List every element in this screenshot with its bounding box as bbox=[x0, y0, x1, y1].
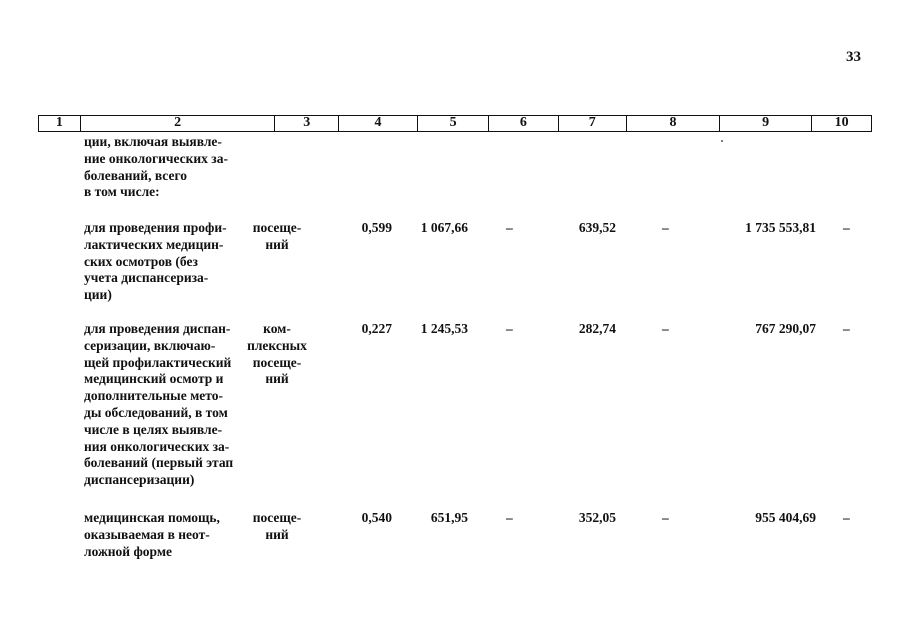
cell-col-4: 0,227 bbox=[361, 321, 392, 336]
row-description: для проведения диспан- серизации, включаю- щей профилактический медицинский осмотр и дополнительные мето- ды обследований, в том числе в целях выявле- ния онкологических за- болеваний (первый этап диспансеризации) bbox=[84, 321, 234, 488]
cell-col-4: 0,599 bbox=[361, 220, 392, 235]
cell-col-9: 955 404,69 bbox=[755, 510, 816, 525]
cell-col-8: – bbox=[662, 321, 669, 336]
row-description: медицинская помощь, оказываемая в неот- ложной форме bbox=[84, 510, 220, 559]
cell-col-8: – bbox=[662, 220, 669, 235]
cell-col-9: 767 290,07 bbox=[755, 321, 816, 336]
column-number-3: 3 bbox=[275, 116, 339, 131]
row-description: ции, включая выявле- ние онкологических за- болеваний, всего в том числе: bbox=[84, 134, 228, 200]
cell-col-8: – bbox=[662, 510, 669, 525]
column-number-2: 2 bbox=[81, 116, 276, 131]
table-column-numbers bbox=[38, 115, 872, 132]
cell-col-5: 1 067,66 bbox=[420, 220, 468, 235]
cell-col-7: 639,52 bbox=[578, 220, 616, 235]
column-number-4: 4 bbox=[339, 116, 418, 131]
cell-col-10: – bbox=[843, 321, 850, 336]
row-unit: посеще- ний bbox=[252, 510, 302, 542]
stray-mark bbox=[721, 140, 723, 142]
cell-col-10: – bbox=[843, 510, 850, 525]
cell-col-4: 0,540 bbox=[361, 510, 392, 525]
cell-col-6: – bbox=[506, 220, 513, 235]
cell-col-7: 352,05 bbox=[578, 510, 616, 525]
column-number-1: 1 bbox=[39, 116, 81, 131]
row-description: для проведения профи- лактических медицин- ских осмотров (без учета диспансеризa- ции) bbox=[84, 220, 227, 303]
page-number: 33 bbox=[846, 49, 861, 65]
row-unit: посеще- ний bbox=[252, 220, 302, 252]
row-unit: ком- плексных посеще- ний bbox=[247, 321, 307, 387]
column-number-7: 7 bbox=[559, 116, 627, 131]
cell-col-6: – bbox=[506, 321, 513, 336]
cell-col-10: – bbox=[843, 220, 850, 235]
cell-col-9: 1 735 553,81 bbox=[745, 220, 816, 235]
cell-col-6: – bbox=[506, 510, 513, 525]
cell-col-5: 1 245,53 bbox=[420, 321, 468, 336]
column-number-10: 10 bbox=[834, 115, 849, 130]
column-number-9: 9 bbox=[720, 116, 812, 131]
column-number-8: 8 bbox=[627, 116, 720, 131]
cell-col-5: 651,95 bbox=[430, 510, 468, 525]
column-number-5: 5 bbox=[418, 116, 489, 131]
column-number-6: 6 bbox=[489, 116, 558, 131]
cell-col-7: 282,74 bbox=[578, 321, 616, 336]
